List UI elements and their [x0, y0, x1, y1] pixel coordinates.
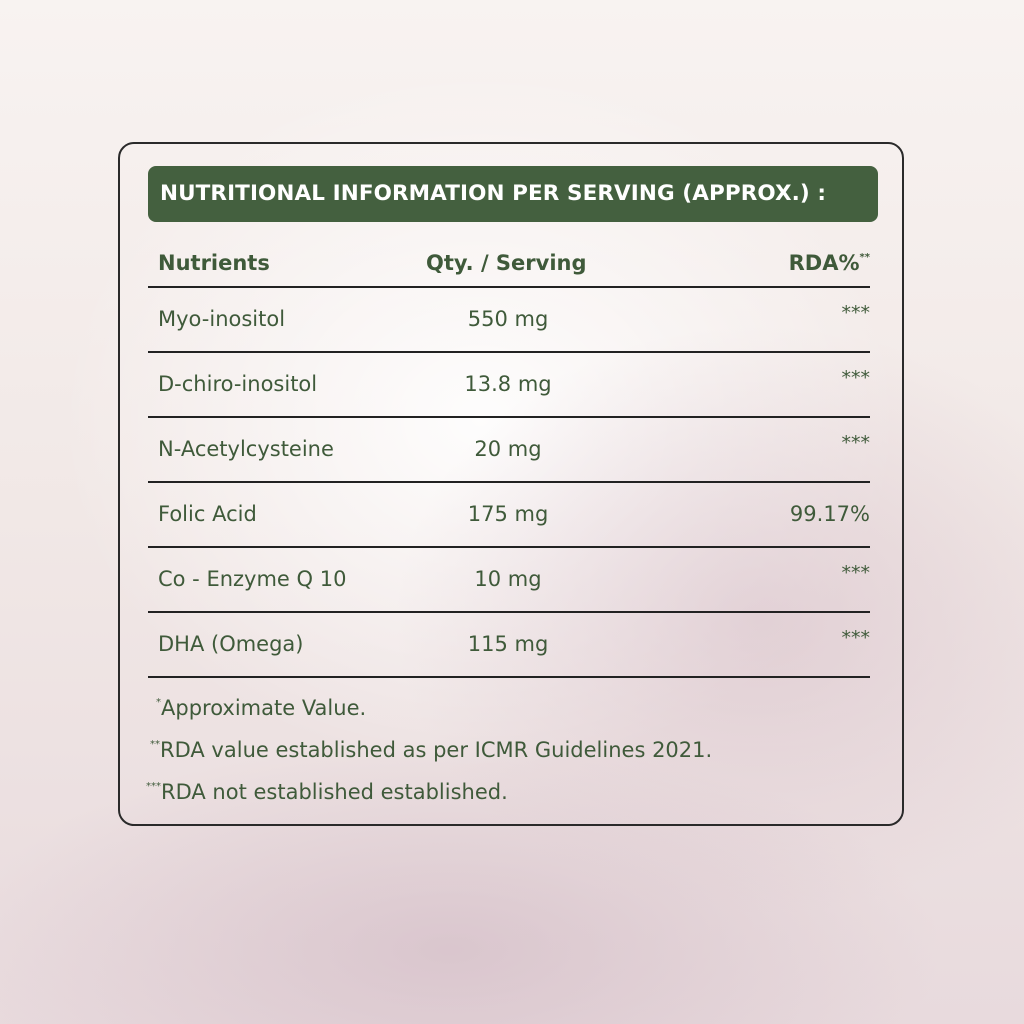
table-row [148, 483, 870, 548]
header-rda [789, 251, 870, 275]
table-row [148, 288, 870, 353]
panel-title: NUTRITIONAL INFORMATION PER SERVING (APPROX.) : [148, 166, 878, 222]
nutrient-name: Folic Acid [158, 502, 257, 526]
nutrient-qty: 175 mg [467, 502, 549, 526]
nutrition-table [148, 240, 870, 678]
footnote-text: RDA value established as per ICMR Guidelines 2021. [160, 738, 713, 762]
footnote-mark: ** [150, 739, 160, 750]
nutrient-rda: *** [841, 367, 870, 389]
nutrient-name: Co - Enzyme Q 10 [158, 567, 347, 591]
nutrient-rda: *** [841, 302, 870, 324]
nutrient-qty: 10 mg [474, 567, 542, 591]
header-rda-label: RDA% [788, 251, 860, 275]
table-row [148, 418, 870, 483]
nutrient-rda: *** [841, 562, 870, 584]
nutrient-rda: *** [841, 627, 870, 649]
footnote-mark: *** [146, 781, 161, 792]
footnote-mark: * [156, 697, 161, 708]
nutrient-name: Myo-inositol [158, 307, 286, 331]
footnotes [146, 696, 712, 822]
nutrient-rda: 99.17% [789, 502, 870, 526]
header-nutrients: Nutrients [158, 251, 270, 275]
table-row [148, 353, 870, 418]
footnote [146, 738, 712, 780]
footnote [146, 780, 712, 822]
nutrient-qty: 20 mg [474, 437, 542, 461]
nutrient-qty: 550 mg [467, 307, 549, 331]
nutrient-name: DHA (Omega) [158, 632, 304, 656]
nutrient-qty: 115 mg [467, 632, 549, 656]
nutrient-rda: *** [841, 432, 870, 454]
footnote [146, 696, 712, 738]
nutrient-name: D-chiro-inositol [158, 372, 318, 396]
header-rda-sup: ** [859, 252, 870, 263]
footnote-text: RDA not established established. [161, 780, 508, 804]
nutrient-name: N-Acetylcysteine [158, 437, 334, 461]
table-row [148, 548, 870, 613]
table-header [148, 240, 870, 288]
table-row [148, 613, 870, 678]
header-qty: Qty. / Serving [426, 251, 587, 275]
nutrient-qty: 13.8 mg [464, 372, 552, 396]
footnote-text: Approximate Value. [161, 696, 367, 720]
